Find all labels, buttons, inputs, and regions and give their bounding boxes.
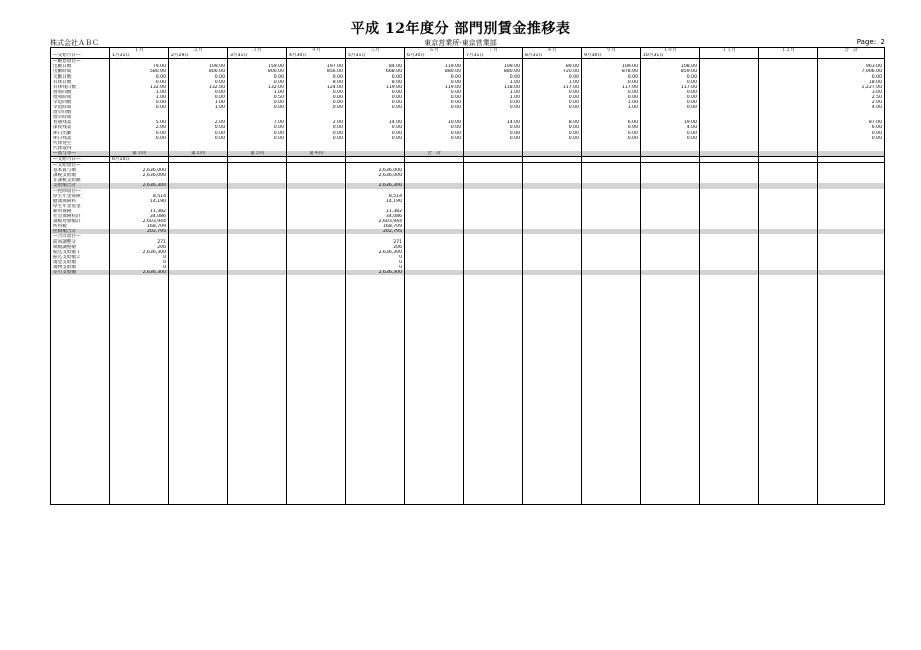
value-cell: 108.00 — [641, 64, 700, 69]
pay-date: 6月30日 — [405, 53, 464, 59]
row-label: 有休残日数 — [51, 85, 110, 90]
month-header: １１月 — [700, 48, 759, 54]
value-cell: 8.00 — [346, 80, 405, 85]
value-cell: 8,514 — [110, 194, 169, 199]
wage-transition-table — [50, 47, 885, 505]
value-cell: 0.00 — [464, 105, 523, 110]
row-label: 振込支給額２ — [51, 255, 110, 260]
page-indicator — [857, 38, 885, 46]
pay-date: 9月30日 — [582, 53, 641, 59]
empty-cell — [346, 499, 405, 505]
value-cell: 117.00 — [523, 85, 582, 90]
bonus-payday-value: 6月10日 — [110, 156, 169, 162]
row-label: 遅早回数 — [51, 110, 110, 115]
value-cell: 197.00 — [287, 64, 346, 69]
table-body — [51, 48, 885, 505]
value-cell: 1.00 — [523, 80, 582, 85]
value-cell: 0.00 — [523, 125, 582, 130]
pay-date: 3月31日 — [228, 53, 287, 59]
value-cell: 0.00 — [228, 131, 287, 136]
value-cell: 0.00 — [228, 100, 287, 105]
page-number: 2 — [880, 38, 885, 46]
value-cell: 119.00 — [405, 85, 464, 90]
value-cell: 79.00 — [110, 64, 169, 69]
value-cell: 117.00 — [582, 85, 641, 90]
value-cell: 2,636,300 — [110, 250, 169, 255]
value-cell: 800.00 — [169, 69, 228, 74]
value-cell: 720.00 — [523, 69, 582, 74]
value-cell: 271 — [110, 239, 169, 244]
value-cell: 859.00 — [641, 69, 700, 74]
department-name: 東京営業所-東京営業部 — [424, 39, 497, 47]
row-label: 基本賞与額 — [51, 168, 110, 173]
value-cell: 202,795 — [346, 229, 405, 234]
value-cell: 0 — [110, 265, 169, 270]
value-cell: 124.00 — [287, 85, 346, 90]
value-cell: 89.00 — [523, 64, 582, 69]
row-label: 欠勤日数 — [51, 74, 110, 79]
value-cell: 0.00 — [523, 74, 582, 79]
value-cell: 0.00 — [582, 136, 641, 141]
value-cell: 5.00 — [110, 120, 169, 125]
value-cell: 0.00 — [523, 131, 582, 136]
section-label: ―控除項目― — [51, 189, 110, 194]
month-header: ２月 — [169, 48, 228, 54]
value-cell: 0.00 — [405, 105, 464, 110]
value-cell: 0 — [110, 260, 169, 265]
empty-row — [51, 499, 885, 505]
total-cell: 7,906.00 — [818, 69, 885, 74]
payday-label: ―支給月日― — [51, 53, 110, 59]
bonus-col-header: 合 計 — [405, 151, 464, 157]
value-cell: 2,636,000 — [110, 173, 169, 178]
row-label: 課税支給額 — [51, 173, 110, 178]
value-cell: 202,795 — [110, 229, 169, 234]
value-cell: 0.00 — [169, 95, 228, 100]
value-cell: 0.00 — [582, 131, 641, 136]
pay-date: 8月31日 — [523, 53, 582, 59]
value-cell: 0.00 — [523, 95, 582, 100]
value-cell: 132.00 — [110, 85, 169, 90]
value-cell: 0.00 — [523, 105, 582, 110]
value-cell: 8.00 — [523, 120, 582, 125]
value-cell: 19.00 — [641, 120, 700, 125]
row-label: 深夜残業 — [51, 125, 110, 130]
value-cell: 0.00 — [405, 95, 464, 100]
row-label: 支給額合計 — [51, 183, 110, 188]
empty-cell — [405, 499, 464, 505]
pay-date: 10月31日 — [641, 53, 700, 59]
row-label: 健康保険料 — [51, 199, 110, 204]
value-cell: 0.00 — [287, 136, 346, 141]
value-cell: 0.00 — [405, 136, 464, 141]
value-cell: 0.00 — [641, 100, 700, 105]
value-cell: 14.00 — [346, 120, 405, 125]
value-cell: 0.00 — [641, 105, 700, 110]
month-header: ５月 — [346, 48, 405, 54]
row-label: 現物支給額 — [51, 265, 110, 270]
row-label: 遅早時間 — [51, 115, 110, 120]
empty-cell — [818, 499, 885, 505]
value-cell: 168,709 — [110, 224, 169, 229]
value-cell: 2,636,300 — [346, 250, 405, 255]
value-cell: 119.00 — [405, 64, 464, 69]
value-cell: 880.00 — [405, 69, 464, 74]
row-label: 前回調整分 — [51, 239, 110, 244]
value-cell: 206 — [346, 245, 405, 250]
value-cell: 0.00 — [405, 90, 464, 95]
value-cell: 0.00 — [169, 90, 228, 95]
row-label: 遅刻回数 — [51, 90, 110, 95]
row-label: 控除額合計 — [51, 229, 110, 234]
row-label: 休日残業 — [51, 136, 110, 141]
row-label: 早退時間 — [51, 105, 110, 110]
value-cell: 0.00 — [110, 131, 169, 136]
value-cell: 0.00 — [464, 125, 523, 130]
value-cell: 132.00 — [228, 85, 287, 90]
value-cell: 0 — [346, 255, 405, 260]
empty-cell — [287, 499, 346, 505]
value-cell: 14,190 — [346, 199, 405, 204]
value-cell: 0.00 — [523, 136, 582, 141]
value-cell: 0.00 — [405, 131, 464, 136]
value-cell: 109.00 — [169, 64, 228, 69]
total-cell: 1,227.00 — [818, 85, 885, 90]
total-header: 合 計 — [818, 48, 885, 54]
empty-cell — [51, 499, 110, 505]
value-cell: 0.00 — [110, 100, 169, 105]
value-cell: 2,636,000 — [110, 168, 169, 173]
value-cell: 0.00 — [346, 131, 405, 136]
value-cell: 1.00 — [110, 95, 169, 100]
row-label: 代休発生 — [51, 141, 110, 146]
row-label: 出勤日数 — [51, 64, 110, 69]
value-cell: 2.00 — [169, 120, 228, 125]
month-header: ９月 — [582, 48, 641, 54]
pay-date: 5月31日 — [346, 53, 405, 59]
total-cell: 4.00 — [818, 105, 885, 110]
pay-date: 2月29日 — [169, 53, 228, 59]
value-cell: 0.50 — [228, 95, 287, 100]
value-cell: 2,636,300 — [346, 183, 405, 188]
value-cell: 0.00 — [287, 74, 346, 79]
value-cell: 0.00 — [464, 74, 523, 79]
value-cell: 0.00 — [582, 90, 641, 95]
value-cell: 1.00 — [228, 90, 287, 95]
value-cell: 0.00 — [287, 131, 346, 136]
value-cell: 11,382 — [110, 209, 169, 214]
value-cell: 1.00 — [464, 80, 523, 85]
row-label: 端数調整額 — [51, 245, 110, 250]
pay-date: 1月31日 — [110, 53, 169, 59]
value-cell: 1.00 — [169, 105, 228, 110]
empty-cell — [523, 499, 582, 505]
value-cell: 119.00 — [346, 85, 405, 90]
value-cell: 668.00 — [346, 69, 405, 74]
value-cell: 0.00 — [228, 136, 287, 141]
value-cell: 0.00 — [641, 95, 700, 100]
value-cell: 1.00 — [464, 90, 523, 95]
bonus-header-label: ―賞与等― — [51, 151, 110, 157]
row-label: 休日出勤 — [51, 131, 110, 136]
value-cell: 0.00 — [346, 100, 405, 105]
row-label: 振込支給額１ — [51, 250, 110, 255]
value-cell: 0.00 — [169, 74, 228, 79]
value-cell: 2,636,300 — [110, 183, 169, 188]
bonus-col-header: 第１回 — [110, 151, 169, 157]
section-label: ―勤怠項目― — [51, 59, 110, 65]
value-cell: 2.00 — [110, 125, 169, 130]
value-cell: 0.00 — [287, 95, 346, 100]
report-title: 平成 12年度分 部門別賃金推移表 — [350, 21, 571, 37]
total-cell: 18.00 — [818, 80, 885, 85]
month-header: ４月 — [287, 48, 346, 54]
value-cell: 0.00 — [110, 74, 169, 79]
bonus-col-header: 第３回 — [228, 151, 287, 157]
value-cell: 0.00 — [523, 90, 582, 95]
empty-cell — [641, 499, 700, 505]
value-cell: 0 — [110, 255, 169, 260]
value-cell: 0.00 — [346, 95, 405, 100]
total-cell: 2.00 — [818, 100, 885, 105]
total-cell: 0.00 — [818, 131, 885, 136]
total-cell: 0.00 — [818, 74, 885, 79]
empty-cell — [759, 499, 818, 505]
month-header: ６月 — [405, 48, 464, 54]
section-label: ―支給項目― — [51, 163, 110, 169]
value-cell: 878.00 — [582, 69, 641, 74]
value-cell: 0.00 — [110, 105, 169, 110]
value-cell: 2,636,000 — [346, 173, 405, 178]
value-cell: 2,603,944 — [110, 219, 169, 224]
row-label: 社会保険料計 — [51, 214, 110, 219]
row-label: 厚生年金保険 — [51, 194, 110, 199]
month-header: ８月 — [523, 48, 582, 54]
row-label: 早退回数 — [51, 100, 110, 105]
value-cell: 0.00 — [228, 125, 287, 130]
value-cell: 10.00 — [405, 120, 464, 125]
value-cell: 0.00 — [464, 131, 523, 136]
value-cell: 84.00 — [346, 64, 405, 69]
value-cell: 0.00 — [287, 90, 346, 95]
row-label: 現金支給額 — [51, 260, 110, 265]
empty-cell — [110, 499, 169, 505]
value-cell: 2,636,300 — [346, 270, 405, 275]
value-cell: 0.00 — [346, 74, 405, 79]
value-cell: 0.00 — [582, 95, 641, 100]
value-cell: 0.00 — [346, 125, 405, 130]
total-cell: 3.00 — [818, 90, 885, 95]
value-cell: 0.00 — [464, 100, 523, 105]
value-cell: 0.00 — [110, 80, 169, 85]
value-cell: 4.00 — [641, 125, 700, 130]
value-cell: 1.00 — [110, 90, 169, 95]
value-cell: 0 — [346, 260, 405, 265]
value-cell: 34,086 — [110, 214, 169, 219]
value-cell: 8,514 — [346, 194, 405, 199]
company-name: 株式会社ＡＢＣ — [50, 39, 99, 47]
value-cell: 0.00 — [582, 125, 641, 130]
value-cell: 109.00 — [582, 64, 641, 69]
value-cell: 800.00 — [228, 69, 287, 74]
value-cell: 1.00 — [169, 100, 228, 105]
value-cell: 0.00 — [346, 105, 405, 110]
value-cell: 1.00 — [464, 95, 523, 100]
row-label: 所得税 — [51, 224, 110, 229]
value-cell: 0.00 — [228, 105, 287, 110]
row-label: 普通残業 — [51, 120, 110, 125]
empty-cell — [228, 499, 287, 505]
value-cell: 880.00 — [464, 69, 523, 74]
value-cell: 117.00 — [641, 85, 700, 90]
value-cell: 132.00 — [169, 85, 228, 90]
value-cell: 2,636,300 — [110, 270, 169, 275]
value-cell: 2,636,000 — [346, 168, 405, 173]
value-cell: 0.00 — [287, 125, 346, 130]
month-header: １０月 — [641, 48, 700, 54]
value-cell: 0.00 — [582, 80, 641, 85]
value-cell: 0.00 — [405, 100, 464, 105]
month-header: ７月 — [464, 48, 523, 54]
value-cell: 0.00 — [169, 80, 228, 85]
value-cell: 0.00 — [169, 125, 228, 130]
total-cell: 963.00 — [818, 64, 885, 69]
total-cell: 87.00 — [818, 120, 885, 125]
value-cell: 2,603,944 — [346, 219, 405, 224]
value-cell: 0.00 — [641, 131, 700, 136]
row-label: 出勤時間 — [51, 69, 110, 74]
value-cell: 0.00 — [346, 136, 405, 141]
month-header: １月 — [110, 48, 169, 54]
bonus-col-header: 第４回 — [287, 151, 346, 157]
value-cell: 0.00 — [169, 131, 228, 136]
value-cell: 0.00 — [169, 136, 228, 141]
value-cell: 0.00 — [405, 74, 464, 79]
value-cell: 206 — [110, 245, 169, 250]
value-cell: 11,382 — [346, 209, 405, 214]
value-cell: 0.00 — [287, 105, 346, 110]
value-cell: 168,709 — [346, 224, 405, 229]
total-cell: 2.50 — [818, 95, 885, 100]
value-cell: 0.00 — [405, 80, 464, 85]
empty-cell — [700, 499, 759, 505]
value-cell: 0.00 — [464, 136, 523, 141]
pay-date: 7月31日 — [464, 53, 523, 59]
value-cell: 159.00 — [228, 64, 287, 69]
value-cell: 0.00 — [228, 74, 287, 79]
month-header: １２月 — [759, 48, 818, 54]
row-label: 代休取得 — [51, 146, 110, 151]
value-cell: 580.00 — [110, 69, 169, 74]
bonus-col-header: 第２回 — [169, 151, 228, 157]
value-cell: 0.00 — [287, 100, 346, 105]
value-cell: 2.00 — [287, 120, 346, 125]
row-label: 遅刻時間 — [51, 95, 110, 100]
value-cell: 0.00 — [405, 125, 464, 130]
total-cell: 0.00 — [818, 136, 885, 141]
value-cell: 8.00 — [287, 80, 346, 85]
value-cell: 0.00 — [641, 136, 700, 141]
value-cell: 0.00 — [582, 74, 641, 79]
value-cell: 109.00 — [464, 64, 523, 69]
value-cell: 0.00 — [641, 90, 700, 95]
row-label: 雇用保険 — [51, 209, 110, 214]
month-header: ３月 — [228, 48, 287, 54]
pay-date: 4月30日 — [287, 53, 346, 59]
row-label: 課税対象額計 — [51, 219, 110, 224]
value-cell: 0.00 — [641, 80, 700, 85]
value-cell: 34,086 — [346, 214, 405, 219]
value-cell: 0.00 — [110, 136, 169, 141]
value-cell: 118.00 — [464, 85, 523, 90]
empty-cell — [582, 499, 641, 505]
value-cell: 0 — [346, 265, 405, 270]
value-cell: 7.00 — [228, 120, 287, 125]
value-cell: 0.00 — [523, 100, 582, 105]
value-cell: 1.00 — [582, 100, 641, 105]
value-cell: 271 — [346, 239, 405, 244]
row-label: 厚生年金基金 — [51, 204, 110, 209]
section-label: ―合計項目― — [51, 234, 110, 239]
value-cell: 1.00 — [582, 105, 641, 110]
total-cell: 6.00 — [818, 125, 885, 130]
value-cell: 6.00 — [582, 120, 641, 125]
value-cell: 0.00 — [346, 90, 405, 95]
value-cell: 856.00 — [287, 69, 346, 74]
value-cell: 0.00 — [228, 80, 287, 85]
row-label: 非課税支給額 — [51, 178, 110, 183]
value-cell: 14,190 — [110, 199, 169, 204]
row-label: 差引支給額 — [51, 270, 110, 275]
value-cell: 14.00 — [464, 120, 523, 125]
empty-cell — [464, 499, 523, 505]
row-label: 有休日数 — [51, 80, 110, 85]
value-cell: 0.00 — [641, 74, 700, 79]
empty-cell — [169, 499, 228, 505]
page-label: Page: — [856, 38, 877, 46]
bonus-payday-label: ―支給月日― — [51, 156, 110, 162]
